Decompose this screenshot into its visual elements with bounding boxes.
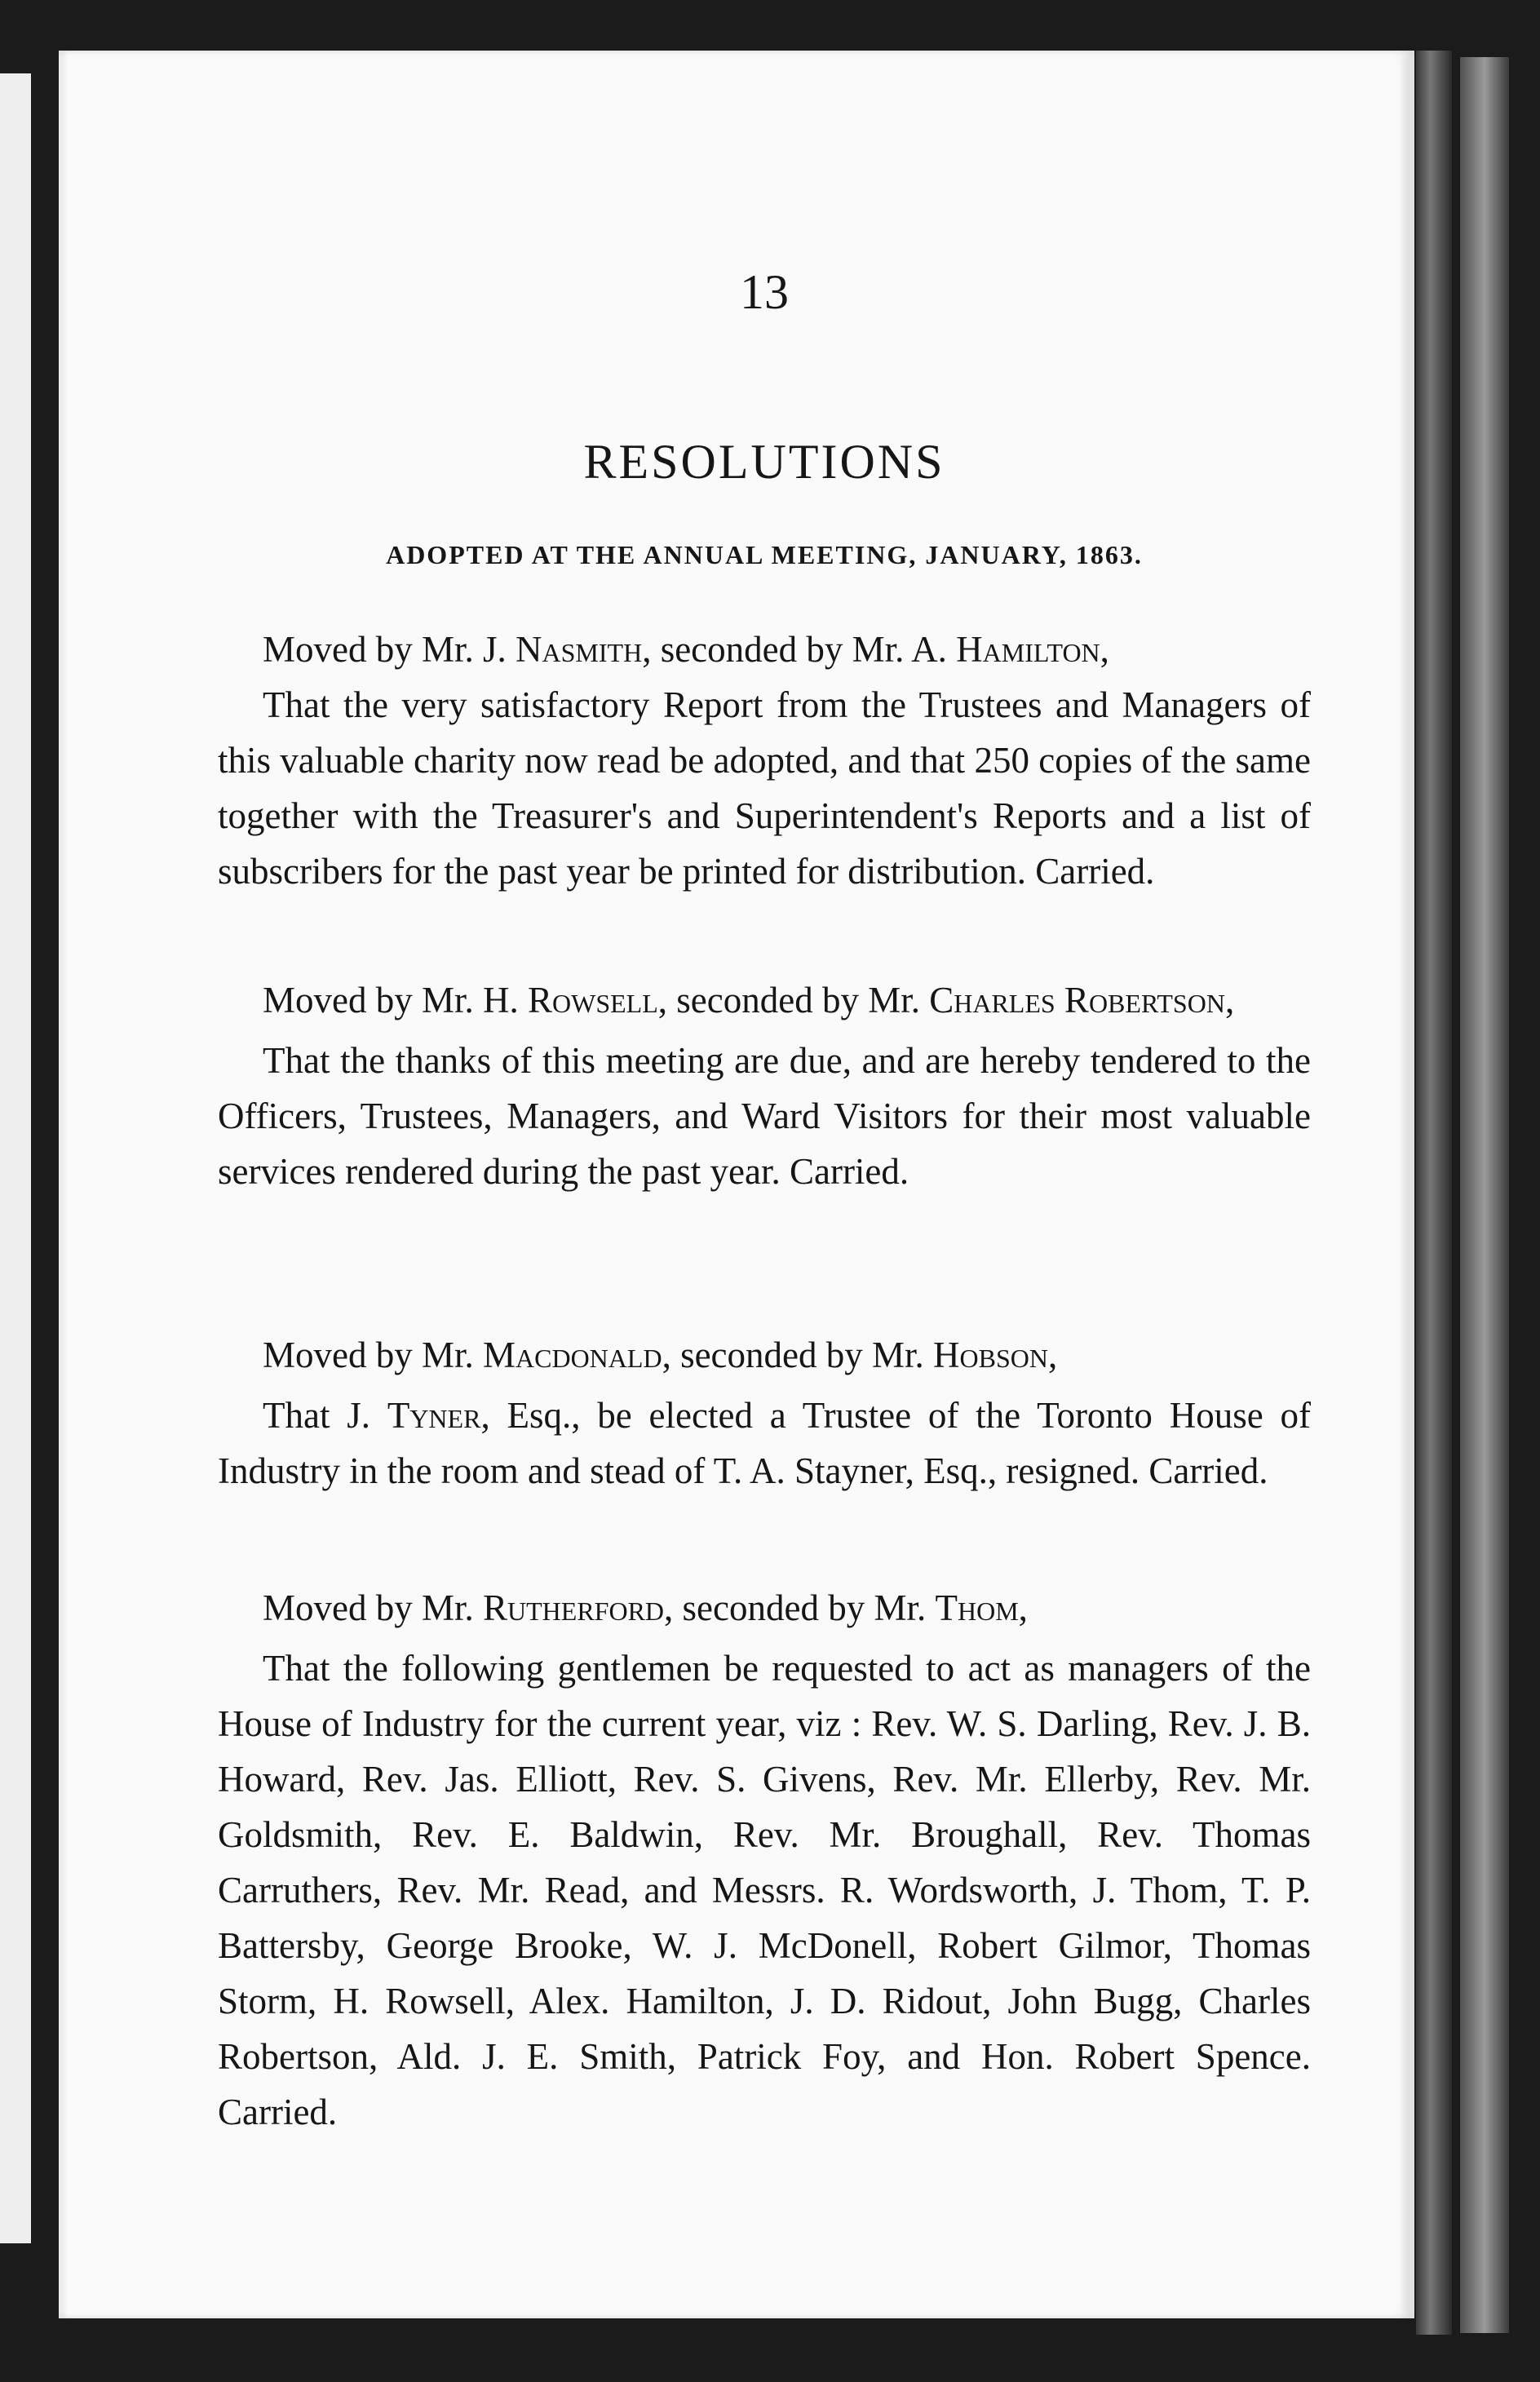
resolution-1-text: That the very satisfactory Report from the Trustees and Managers of this valuable charity now read be adopted, and that 250 copies of the same together with the Treasurer's and Superintendent's Reports and a list of subscribers for the past year be printed for distribution. Carried. (218, 684, 1311, 892)
seconder-name: Hobson (933, 1335, 1048, 1375)
resolution-3-motion: Moved by Mr. Macdonald, seconded by Mr. Hobson, (263, 1335, 1058, 1375)
previous-page-edge (0, 73, 31, 2243)
seconder-name: Thom (935, 1587, 1019, 1628)
mover-name: Rutherford (483, 1587, 665, 1628)
resolution-3 (218, 1327, 1311, 1499)
book-spine-edge (1460, 57, 1509, 2333)
page-heading: RESOLUTIONS (583, 435, 945, 489)
mover-name: Rowsell (528, 980, 658, 1021)
seconder-name: Hamilton (956, 629, 1100, 670)
resolution-3-text: That J. Tyner, Esq., be elected a Trustee of the Toronto House of Industry in the room and stead of T. A. Stayner, Esq., resigned. Carried. (218, 1395, 1311, 1491)
resolution-1 (218, 622, 1311, 899)
trustee-name: Tyner (387, 1395, 481, 1436)
resolution-4 (218, 1580, 1311, 2140)
page-subheading: ADOPTED AT THE ANNUAL MEETING, JANUARY, 1863. (386, 540, 1143, 569)
resolution-2-text: That the thanks of this meeting are due, and are hereby tendered to the Officers, Trustees, Managers, and Ward Visitors for their most valuable services rendered during the past year. Carried. (218, 1040, 1311, 1192)
seconder-name: Charles Robertson (929, 980, 1225, 1021)
mover-name: Nasmith (516, 629, 643, 670)
book-gutter (1416, 51, 1452, 2335)
resolution-4-text: That the following gentlemen be requested to act as managers of the House of Industry for the current year, viz : Rev. W. S. Darling, Rev. J. B. Howard, Rev. Jas. Elliott, Rev. S. Givens, Rev. Mr. Ellerby, Rev. Mr. Goldsmith, Rev. E. Baldwin, Rev. Mr. Broughall, Rev. Thomas Carruthers, Rev. Mr. Read, and Messrs. R. Wordsworth, J. Thom, T. P. Battersby, George Brooke, W. J. McDonell, Robert Gilmor, Thomas Storm, H. Rowsell, Alex. Hamilton, J. D. Ridout, John Bugg, Charles Robertson, Ald. J. E. Smith, Patrick Foy, and Hon. Robert Spence. Carried. (218, 1648, 1311, 2132)
resolution-4-motion: Moved by Mr. Rutherford, seconded by Mr. Thom, (263, 1587, 1028, 1628)
mover-name: Macdonald (483, 1335, 662, 1375)
resolution-2-motion: Moved by Mr. H. Rowsell, seconded by Mr. Charles Robertson, (263, 980, 1235, 1021)
page-number: 13 (740, 265, 789, 319)
book-page (59, 51, 1414, 2318)
resolution-2 (218, 972, 1311, 1199)
resolution-1-motion: Moved by Mr. J. Nasmith, seconded by Mr. A. Hamilton, (263, 629, 1109, 670)
